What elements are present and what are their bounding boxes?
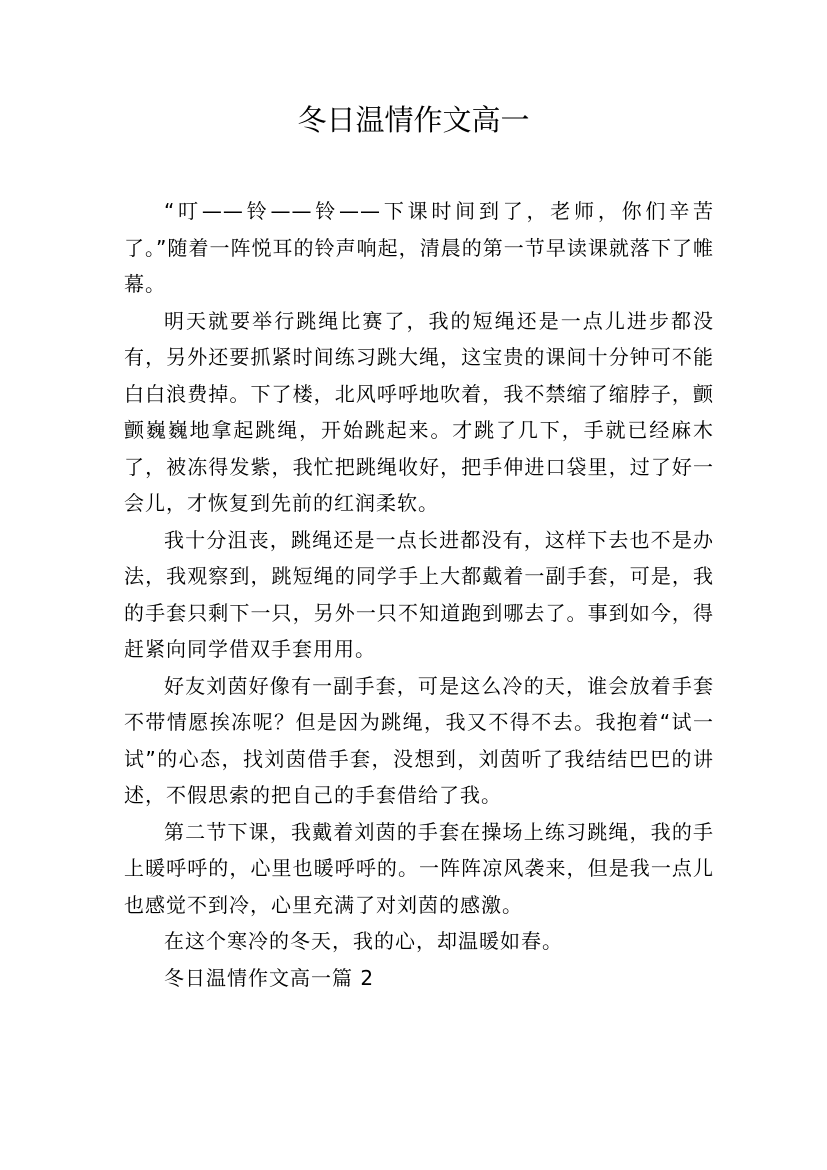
document-body xyxy=(124,193,714,996)
paragraph: 我十分沮丧，跳绳还是一点长进都没有，这样下去也不是办法，我观察到，跳短绳的同学手上大都戴着一副手套，可是，我的手套只剩下一只，另外一只不知道跑到哪去了。事到如今，得赶紧向同学借双手套用用。 xyxy=(124,527,714,661)
document-title: 冬日温情作文高一 xyxy=(297,103,530,137)
paragraph: “叮——铃——铃——下课时间到了，老师，你们辛苦了。”随着一阵悦耳的铃声响起，清晨的第一节早读课就落下了帷幕。 xyxy=(124,199,714,296)
paragraph: 明天就要举行跳绳比赛了，我的短绳还是一点儿进步都没有，另外还要抓紧时间练习跳大绳，这宝贵的课间十分钟可不能白白浪费掉。下了楼，北风呼呼地吹着，我不禁缩了缩脖子，颤颤巍巍地拿起跳绳，开始跳起来。才跳了几下，手就已经麻木了，被冻得发紫，我忙把跳绳收好，把手伸进口袋里，过了好一会儿，才恢复到先前的红润柔软。 xyxy=(124,308,714,515)
paragraph: 第二节下课，我戴着刘茵的手套在操场上练习跳绳，我的手上暖呼呼的，心里也暖呼呼的。一阵阵凉风袭来，但是我一点儿也感觉不到冷，心里充满了对刘茵的感激。 xyxy=(124,819,714,917)
paragraph: 在这个寒冷的冬天，我的心，却温暖如春。 xyxy=(164,929,563,953)
section-heading: 冬日温情作文高一篇 2 xyxy=(164,965,375,990)
paragraph: 好友刘茵好像有一副手套，可是这么冷的天，谁会放着手套不带情愿挨冻呢？但是因为跳绳，我又不得不去。我抱着“试一试”的心态，找刘茵借手套，没想到，刘茵听了我结结巴巴的讲述，不假思索的把自己的手套借给了我。 xyxy=(124,673,714,807)
